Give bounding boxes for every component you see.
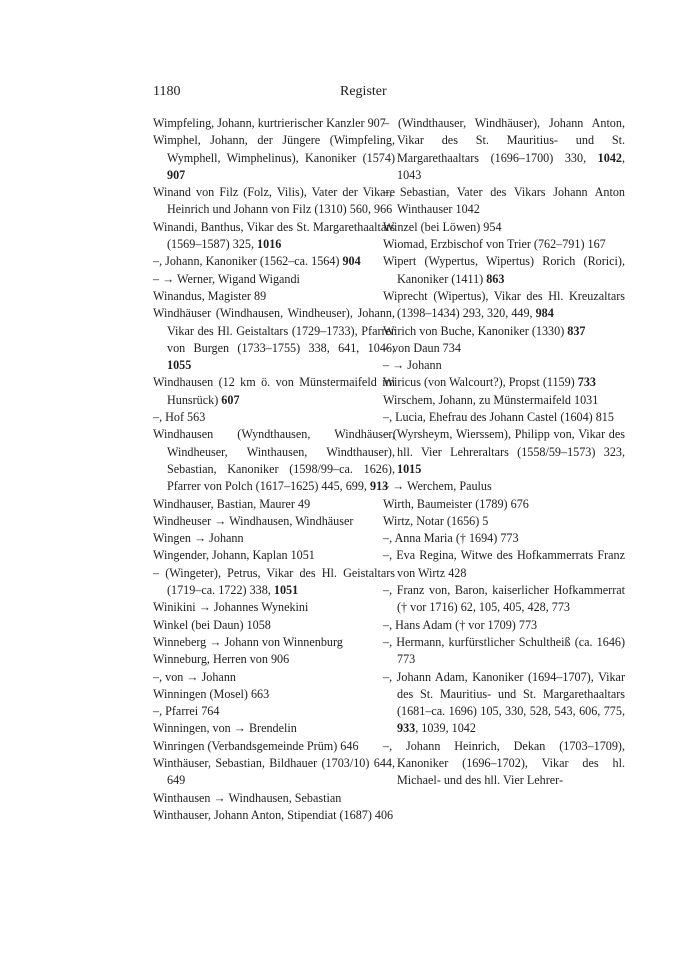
index-entry: Windhäuser (Windhausen, Windheuser), Johann, Vikar des Hl. Geistaltars (1729–1733), Pfarrer von Burgen (1733–1755) 338, 641, 1046, 1055 bbox=[153, 306, 395, 373]
index-entry: Winningen (Mosel) 663 bbox=[153, 686, 270, 701]
index-entry: – → Werchem, Paulus bbox=[383, 479, 492, 494]
index-column-right bbox=[383, 115, 625, 790]
index-entry: Windheuser → Windhausen, Windhäuser bbox=[153, 513, 354, 528]
index-entry: –, Eva Regina, Witwe des Hofkammerrats Franz von Wirtz 428 bbox=[383, 548, 625, 580]
index-entry: –, Hermann, kurfürstlicher Schultheiß (ca. 1646) 773 bbox=[383, 634, 625, 667]
index-entry: – → Johann bbox=[383, 358, 442, 373]
index-entry: Wiricus (von Walcourt?), Propst (1159) 733 bbox=[383, 375, 596, 390]
index-entry: –, Franz von, Baron, kaiserlicher Hofkammerrat († vor 1716) 62, 105, 405, 428, 773 bbox=[383, 583, 625, 615]
index-entry: Winandi, Banthus, Vikar des St. Margarethaaltars (1569–1587) 325, 1016 bbox=[153, 219, 395, 252]
index-entry: – von Daun 734 bbox=[383, 340, 461, 355]
index-entry: Winningen, von → Brendelin bbox=[153, 721, 297, 736]
index-entry: Winthausen → Windhausen, Sebastian bbox=[153, 790, 342, 805]
index-entry: Winandus, Magister 89 bbox=[153, 288, 267, 303]
page-number: 1180 bbox=[153, 84, 181, 99]
index-entry: Winthauser, Johann Anton, Stipendiat (1687) 406 bbox=[153, 807, 394, 822]
index-entry: Windhausen (Wyndthausen, Windhäuser, Windheuser, Winthausen, Windthauser), Sebastian, Kanoniker (1598/99–ca. 1626), Pfarrer von Polch (1617–1625) 445, 699, 913 bbox=[153, 427, 395, 494]
index-entry: – (Wyrsheym, Wierssem), Philipp von, Vikar des hll. Vier Lehreraltars (1558/59–1573) 323, 1015 bbox=[383, 427, 625, 476]
index-entry: – → Werner, Wigand Wigandi bbox=[153, 271, 300, 286]
running-title: Register bbox=[340, 84, 387, 99]
index-entry: Winringen (Verbandsgemeinde Prüm) 646 bbox=[153, 738, 359, 753]
index-entry: Windhausen (12 km ö. von Münstermaifeld im Hunsrück) 607 bbox=[153, 375, 395, 407]
index-entry: Wimphel, Johann, der Jüngere (Wimpfeling, Wymphell, Wimphelinus), Kanoniker (1574) 907 bbox=[153, 133, 395, 182]
index-entry: –, Johann Adam, Kanoniker (1694–1707), Vikar des St. Mauritius- und St. Margarethaaltars (1681–ca. 1696) 105, 330, 528, 543, 606, 775, 933, 1039, 1042 bbox=[383, 669, 625, 736]
index-entry: Wiomad, Erzbischof von Trier (762–791) 167 bbox=[383, 237, 606, 252]
index-entry: Winikini → Johannes Wynekini bbox=[153, 600, 309, 615]
index-entry: Winthäuser, Sebastian, Bildhauer (1703/10) 644, 649 bbox=[153, 755, 395, 788]
index-entry: Winneberg → Johann von Winnenburg bbox=[153, 634, 343, 649]
index-entry: Winneburg, Herren von 906 bbox=[153, 652, 290, 667]
index-entry: Winkel (bei Daun) 1058 bbox=[153, 617, 271, 632]
index-entry: –, von → Johann bbox=[153, 669, 236, 684]
index-entry: Wingender, Johann, Kaplan 1051 bbox=[153, 548, 315, 563]
index-entry: –, Pfarrei 764 bbox=[153, 704, 220, 719]
index-entry: –, Johann Heinrich, Dekan (1703–1709), Kanoniker (1696–1702), Vikar des hl. Michael- und des hll. Vier Lehrer- bbox=[383, 738, 625, 788]
index-entry: –, Johann, Kanoniker (1562–ca. 1564) 904 bbox=[153, 254, 361, 269]
index-entry: Windhauser, Bastian, Maurer 49 bbox=[153, 496, 311, 511]
index-entry: –, Hans Adam († vor 1709) 773 bbox=[383, 617, 538, 632]
index-entry: –, Sebastian, Vater des Vikars Johann Anton Winthauser 1042 bbox=[383, 185, 625, 217]
index-entry: Wimpfeling, Johann, kurtrierischer Kanzler 907 bbox=[153, 116, 386, 130]
index-entry: Winzel (bei Löwen) 954 bbox=[383, 219, 502, 234]
index-entry: Wirth, Baumeister (1789) 676 bbox=[383, 496, 529, 511]
index-entry: Wiprecht (Wipertus), Vikar des Hl. Kreuzaltars (1398–1434) 293, 320, 449, 984 bbox=[383, 288, 625, 321]
index-column-left bbox=[153, 115, 395, 824]
index-entry: –, Anna Maria († 1694) 773 bbox=[383, 531, 519, 546]
index-entry: –, Hof 563 bbox=[153, 410, 206, 425]
index-entry: – (Windthauser, Windhäuser), Johann Anton, Vikar des St. Mauritius- und St. Margarethaaltars (1696–1700) 330, 1042, 1043 bbox=[383, 116, 625, 182]
index-entry: Winand von Filz (Folz, Vilis), Vater der Vikare Heinrich und Johann von Filz (1310) 560, 966 bbox=[153, 185, 395, 217]
index-entry: – (Wingeter), Petrus, Vikar des Hl. Geistaltars (1719–ca. 1722) 338, 1051 bbox=[153, 565, 395, 598]
index-entry: Wingen → Johann bbox=[153, 531, 244, 546]
index-entry: Wirschem, Johann, zu Münstermaifeld 1031 bbox=[383, 392, 599, 407]
index-entry: Wipert (Wypertus, Wipertus) Rorich (Rorici), Kanoniker (1411) 863 bbox=[383, 254, 625, 286]
index-entry: Wirtz, Notar (1656) 5 bbox=[383, 513, 489, 528]
index-entry: Wirich von Buche, Kanoniker (1330) 837 bbox=[383, 323, 586, 338]
index-entry: –, Lucia, Ehefrau des Johann Castel (1604) 815 bbox=[383, 410, 614, 425]
